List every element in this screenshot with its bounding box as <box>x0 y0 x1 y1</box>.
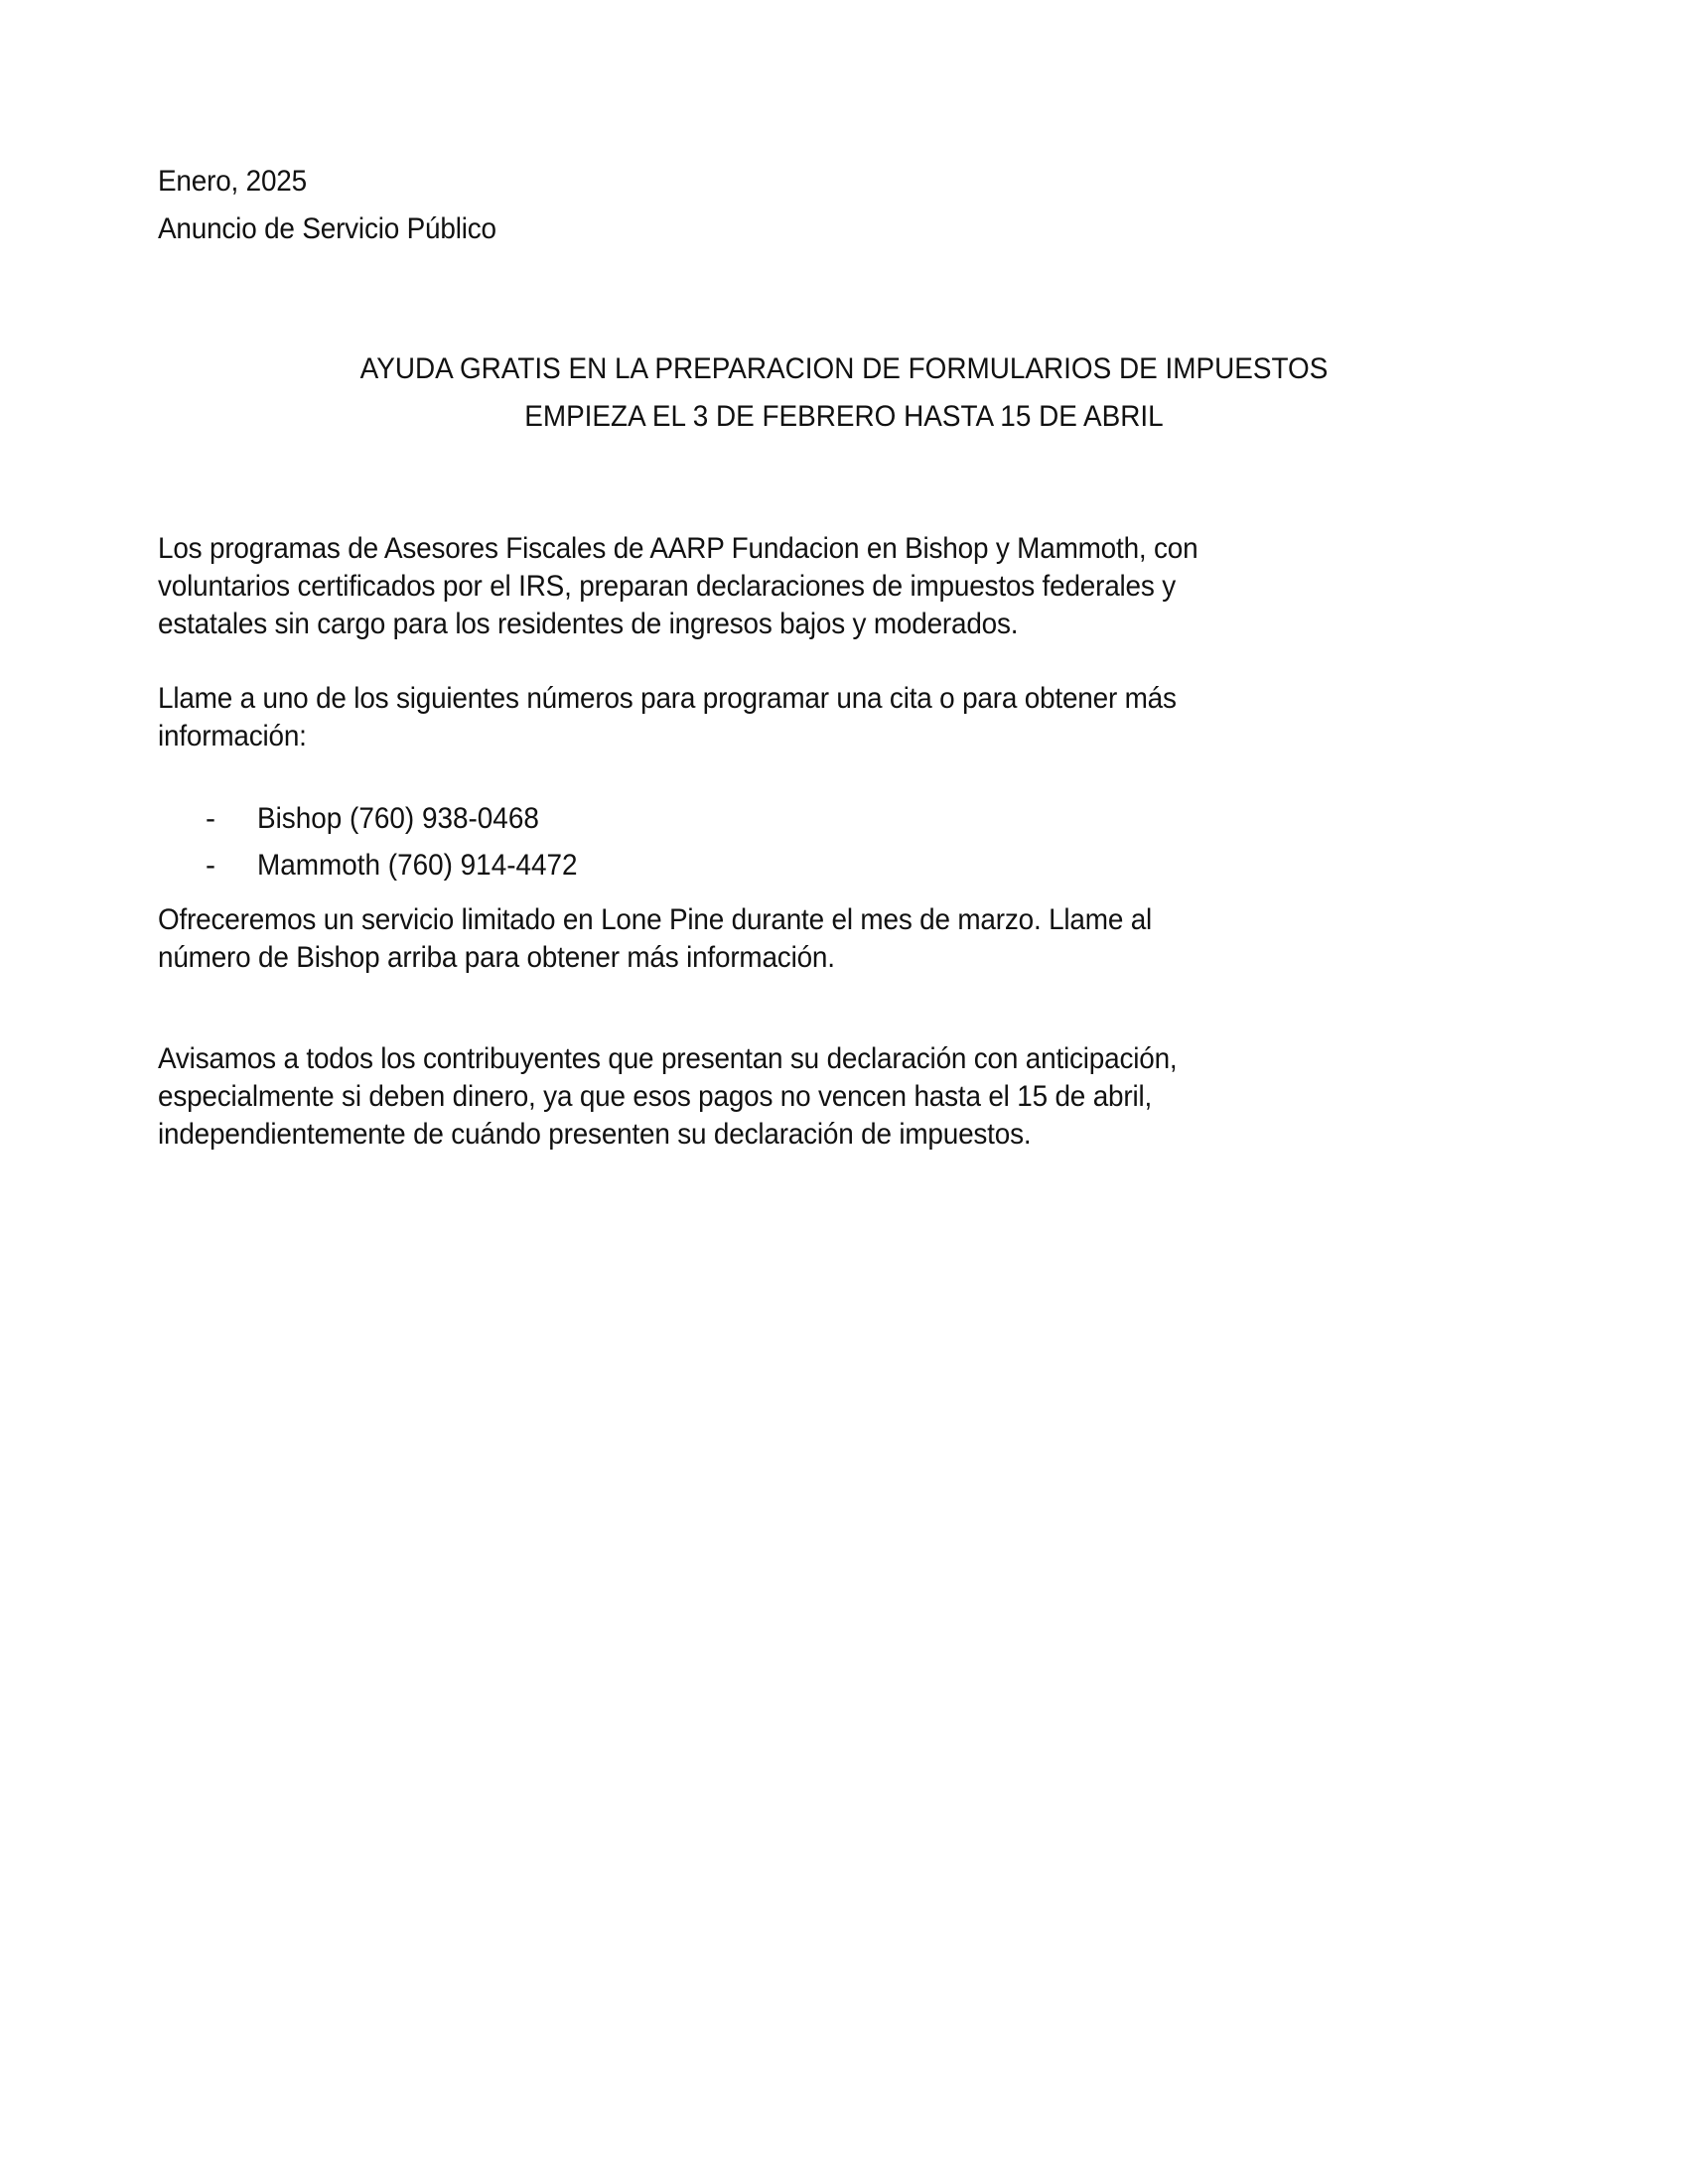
paragraph-line: independientemente de cuándo presenten su declaración de impuestos. <box>158 1118 1032 1151</box>
paragraph-line: Llame a uno de los siguientes números para programar una cita o para obtener más <box>158 682 1177 715</box>
title-line-2: EMPIEZA EL 3 DE FEBRERO HASTA 15 DE ABRIL <box>524 400 1164 433</box>
phone-mammoth: Mammoth (760) 914-4472 <box>257 849 578 882</box>
announcement-type: Anuncio de Servicio Público <box>158 212 496 245</box>
paragraph-line: especialmente si deben dinero, ya que esos pagos no vencen hasta el 15 de abril, <box>158 1080 1153 1113</box>
bullet-dash: - <box>206 802 215 835</box>
paragraph-line: Los programas de Asesores Fiscales de AARP Fundacion en Bishop y Mammoth, con <box>158 532 1198 565</box>
paragraph-line: información: <box>158 720 307 752</box>
paragraph-line: Ofreceremos un servicio limitado en Lone Pine durante el mes de marzo. Llame al <box>158 903 1153 936</box>
paragraph-line: número de Bishop arriba para obtener más información. <box>158 941 835 974</box>
paragraph-line: voluntarios certificados por el IRS, preparan declaraciones de impuestos federales y <box>158 570 1176 603</box>
title-line-1: AYUDA GRATIS EN LA PREPARACION DE FORMULARIOS DE IMPUESTOS <box>359 352 1329 385</box>
paragraph-line: Avisamos a todos los contribuyentes que presentan su declaración con anticipación, <box>158 1042 1178 1075</box>
paragraph-line: estatales sin cargo para los residentes de ingresos bajos y moderados. <box>158 608 1019 640</box>
bullet-dash: - <box>206 849 215 882</box>
phone-bishop: Bishop (760) 938-0468 <box>257 802 539 835</box>
date-line: Enero, 2025 <box>158 165 307 198</box>
